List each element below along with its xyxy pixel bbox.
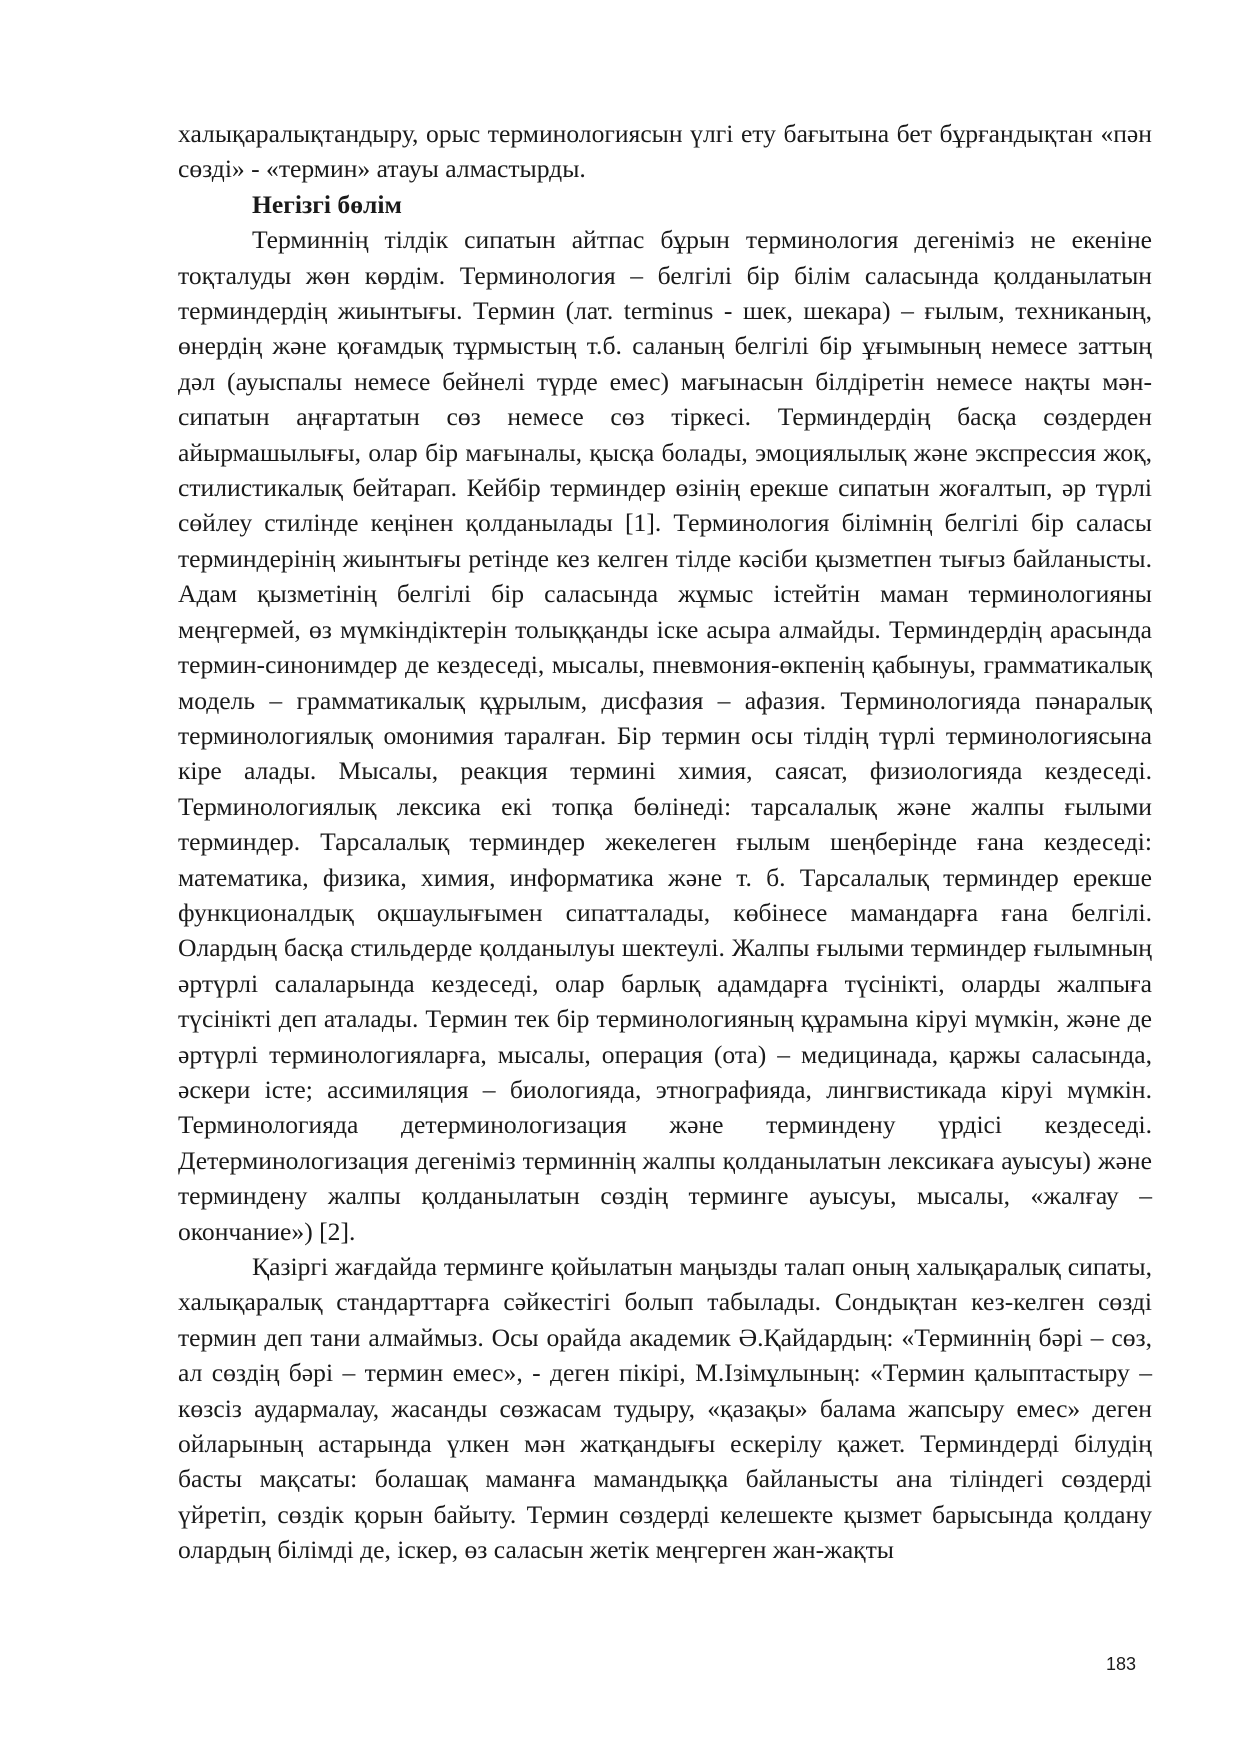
paragraph-continuation: халықаралықтандыру, орыс терминологиясын үлгі ету бағытына бет бұрғандықтан «пән сөзді» - «термин» атауы алмастырды. xyxy=(178,119,1152,184)
page-number: 183 xyxy=(1106,1654,1137,1674)
section-heading: Негізгі бөлім xyxy=(252,189,402,219)
page-body xyxy=(178,116,1152,1568)
paragraph-terminology: Терминнің тілдік сипатын айтпас бұрын терминология дегеніміз не екеніне тоқталуды жөн көрдім. Терминология – белгілі бір білім саласында қолданылатын терминдердің жиынтығы. Термин (лат. terminus - шек, шекара) – ғылым, техниканың, өнердің және қоғамдық тұрмыстың т.б. саланың белгілі бір ұғымының немесе заттың дәл (ауыспалы немесе бейнелі түрде емес) мағынасын білдіретін немесе нақты мән-сипатын аңғартатын сөз немесе сөз тіркесі. Терминдердің басқа сөздерден айырмашылығы, олар бір мағыналы, қысқа болады, эмоциялылық және экспрессия жоқ, стилистикалық бейтарап. Кейбір терминдер өзінің ерекше сипатын жоғалтып, әр түрлі сөйлеу стилінде кеңінен қолданылады [1]. Терминология білімнің белгілі бір саласы терминдерінің жиынтығы ретінде кез келген тілде кәсіби қызметпен тығыз байланысты. Адам қызметінің белгілі бір саласында жұмыс істейтін маман терминологияны меңгермей, өз мүмкіндіктерін толыққанды іске асыра алмайды. Терминдердің арасында термин-синонимдер де кездеседі, мысалы, пневмония-өкпенің қабынуы, грамматикалық модель – грамматикалық құрылым, дисфазия – афазия. Терминологияда пәнаралық терминологиялық омонимия таралған. Бір термин осы тілдің түрлі терминологиясына кіре алады. Мысалы, реакция термині химия, саясат, физиологияда кездеседі. Терминологиялық лексика екі топқа бөлінеді: тарсалалық және жалпы ғылыми терминдер. Тарсалалық терминдер жекелеген ғылым шеңберінде ғана кездеседі: математика, физика, химия, информатика және т. б. Тарсалалық терминдер ерекше функционалдық оқшаулығымен сипатталады, көбінесе мамандарға ғана белгілі. Олардың басқа стильдерде қолданылуы шектеулі. Жалпы ғылыми терминдер ғылымның әртүрлі салаларында кездеседі, олар барлық адамдарға түсінікті, оларды жалпыға түсінікті деп аталады. Термин тек бір терминологияның құрамына кіруі мүмкін, және де әртүрлі терминологияларға, мысалы, операция (ота) – медицинада, қаржы саласында, әскери істе; ассимиляция – биологияда, этнографияда, лингвистикада кіруі мүмкін. Терминологияда детерминологизация және терминдену үрдісі кездеседі. Детерминологизация дегеніміз терминнің жалпы қолданылатын лексикаға ауысуы) және терминдену жалпы қолданылатын сөздің терминге ауысуы, мысалы, «жалғау – окончание») [2]. xyxy=(178,225,1152,1246)
paragraph-requirements: Қазіргі жағдайда терминге қойылатын маңызды талап оның халықаралық сипаты, халықаралық стандарттарға сәйкестігі болып табылады. Сондықтан кез-келген сөзді термин деп тани алмаймыз. Осы орайда академик Ә.Қайдардың: «Терминнің бәрі – сөз, ал сөздің бәрі – термин емес», - деген пікірі, М.Ізімұлының: «Термин қалыптастыру – көзсіз аудармалау, жасанды сөзжасам тудыру, «қазақы» балама жапсыру емес» деген ойларының астарында үлкен мән жатқандығы ескерілу қажет. Терминдерді білудің басты мақсаты: болашақ маманға мамандыққа байланысты ана тіліндегі сөздерді үйретіп, сөздік қорын байыту. Термин сөздерді келешекте қызмет барысында қолдану олардың білімді де, іскер, өз саласын жетік меңгерген жан-жақты xyxy=(178,1252,1152,1565)
